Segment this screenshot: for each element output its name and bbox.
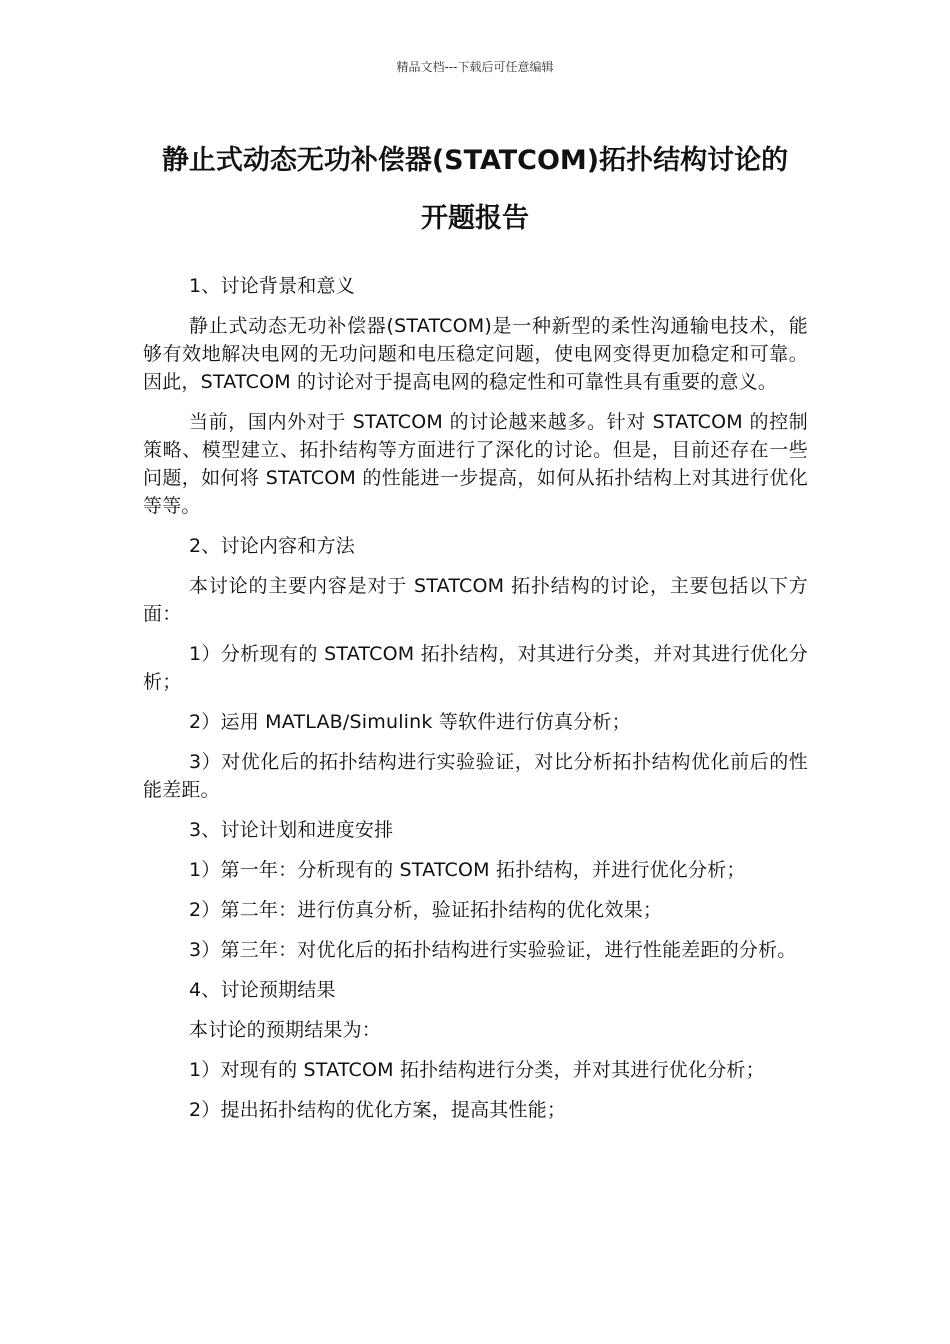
paragraph-content-intro: 本讨论的主要内容是对于 STATCOM 拓扑结构的讨论，主要包括以下方面： [143, 575, 808, 625]
section-heading-background: 1、讨论背景和意义 [189, 275, 355, 297]
list-item-schedule-1: 1）第一年：分析现有的 STATCOM 拓扑结构，并进行优化分析； [189, 859, 746, 881]
section-heading-schedule: 3、讨论计划和进度安排 [189, 819, 394, 841]
list-item-content-3: 3）对优化后的拓扑结构进行实验验证，对比分析拓扑结构优化前后的性能差距。 [143, 751, 808, 801]
list-item-schedule-3: 3）第三年：对优化后的拓扑结构进行实验验证，进行性能差距的分析。 [189, 939, 797, 961]
list-item-expected-2: 2）提出拓扑结构的优化方案，提高其性能； [189, 1099, 567, 1121]
list-item-content-2: 2）运用 MATLAB/Simulink 等软件进行仿真分析； [189, 711, 631, 733]
document-title-line-2: 开题报告 [421, 203, 529, 234]
header-note: 精品文档---下载后可任意编辑 [396, 60, 554, 74]
list-item-schedule-2: 2）第二年：进行仿真分析，验证拓扑结构的优化效果； [189, 899, 663, 921]
section-heading-content-method: 2、讨论内容和方法 [189, 535, 355, 557]
list-item-content-1: 1）分析现有的 STATCOM 拓扑结构，对其进行分类，并对其进行优化分析； [143, 643, 808, 693]
paragraph-background-2: 当前，国内外对于 STATCOM 的讨论越来越多。针对 STATCOM 的控制策略、模型建立、拓扑结构等方面进行了深化的讨论。但是，目前还存在一些问题，如何将 STATCOM 的性能进一步提高，如何从拓扑结构上对其进行优化等等。 [143, 411, 808, 517]
section-heading-expected-results: 4、讨论预期结果 [189, 979, 336, 1001]
document-body [143, 272, 808, 1136]
list-item-expected-1: 1）对现有的 STATCOM 拓扑结构进行分类，并对其进行优化分析； [189, 1059, 765, 1081]
document-title-line-1: 静止式动态无功补偿器(STATCOM)拓扑结构讨论的 [161, 145, 789, 176]
paragraph-expected-intro: 本讨论的预期结果为： [189, 1019, 382, 1041]
paragraph-background-1: 静止式动态无功补偿器(STATCOM)是一种新型的柔性沟通输电技术，能够有效地解决电网的无功问题和电压稳定问题，使电网变得更加稳定和可靠。因此，STATCOM 的讨论对于提高电网的稳定性和可靠性具有重要的意义。 [143, 315, 808, 393]
